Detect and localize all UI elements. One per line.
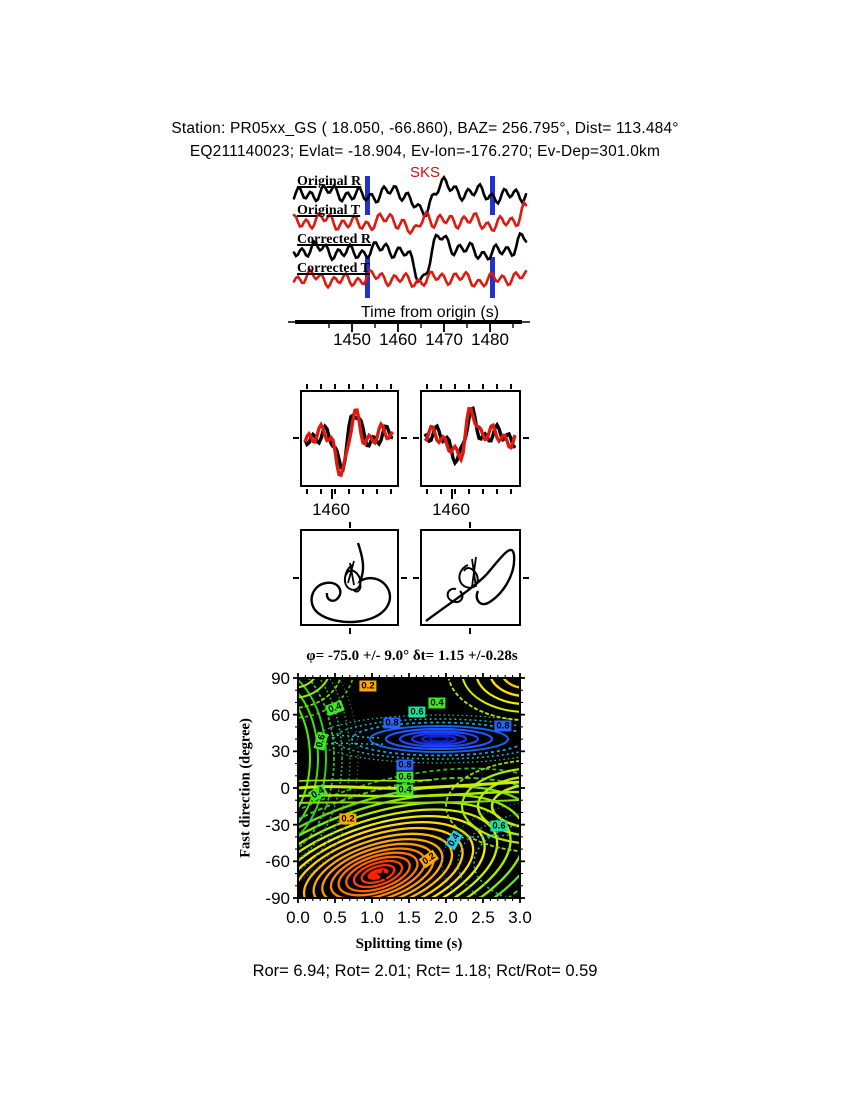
y-tick-m30: -30 <box>265 816 290 835</box>
phase-label: SKS <box>409 164 441 181</box>
waveform-pair-right-plot <box>422 392 519 485</box>
tick-mark <box>510 384 512 389</box>
x-tick-2.0: 2.0 <box>434 908 458 927</box>
station-info-line: Station: PR05xx_GS ( 18.050, -66.860), BAZ= 256.795°, Dist= 113.484° <box>171 120 679 137</box>
time-tick-1480: 1480 <box>471 330 509 349</box>
tick-mark <box>482 489 484 494</box>
tick-mark <box>362 384 364 389</box>
contour-level-label: 0.2 <box>361 680 375 692</box>
waveform-pair-panel-right <box>420 390 521 487</box>
splitting-result-title: φ= -75.0 +/- 9.0° δt= 1.15 +/-0.28s <box>306 648 518 664</box>
error-surface-plot <box>292 672 526 904</box>
tick-mark <box>390 384 392 389</box>
y-tick-60: 60 <box>271 706 290 725</box>
x-tick-0.5: 0.5 <box>323 908 347 927</box>
contour-level-label: 0.8 <box>398 759 412 771</box>
tick-mark <box>440 384 442 389</box>
tick-mark <box>413 437 419 439</box>
tick-mark <box>306 489 308 494</box>
time-tick-1450: 1450 <box>333 330 371 349</box>
tick-mark <box>376 384 378 389</box>
trace-label-original-t: Original T <box>297 203 361 218</box>
contour-level-label: 0.8 <box>496 720 510 732</box>
tick-mark <box>376 489 378 494</box>
x-tick-2.5: 2.5 <box>471 908 495 927</box>
tick-mark <box>451 489 453 499</box>
contour-level-label: 0.4 <box>445 831 463 849</box>
best-fit-star-marker: ★ <box>375 866 391 886</box>
time-tick-1470: 1470 <box>425 330 463 349</box>
particle-motion-panel-left <box>300 529 399 626</box>
tick-mark <box>306 384 308 389</box>
tick-mark <box>468 384 470 389</box>
particle-motion-panel-right <box>420 529 521 626</box>
contour-level-label: 0.6 <box>398 771 412 783</box>
tick-mark <box>293 577 299 579</box>
contour-level-label: 0.4 <box>309 784 327 802</box>
particle-motion-right-plot <box>422 531 519 624</box>
x-tick-0.0: 0.0 <box>286 908 310 927</box>
statistics-line: Ror= 6.94; Rot= 2.01; Rct= 1.18; Rct/Rot= 0.59 <box>252 962 598 980</box>
tick-mark <box>496 489 498 494</box>
y-tick-0: 0 <box>280 779 290 798</box>
y-tick-90: 90 <box>271 669 290 688</box>
tick-mark <box>331 489 333 499</box>
tick-mark <box>468 489 470 494</box>
trace-label-corrected-t: Corrected T <box>297 261 370 276</box>
x-tick-3.0: 3.0 <box>508 908 532 927</box>
particle-motion-left-plot <box>302 531 397 624</box>
contour-level-label: 0.8 <box>385 717 399 729</box>
tick-mark <box>482 384 484 389</box>
tick-mark <box>390 489 392 494</box>
tick-mark <box>426 489 428 494</box>
contour-level-label: 0.2 <box>341 813 355 825</box>
tick-mark <box>401 437 407 439</box>
tick-mark <box>334 384 336 389</box>
tick-mark <box>523 577 529 579</box>
wave-panel-right-tick-label: 1460 <box>432 500 470 519</box>
tick-mark <box>469 628 471 634</box>
x-tick-1.0: 1.0 <box>360 908 384 927</box>
tick-mark <box>413 577 419 579</box>
contour-level-label: 0.6 <box>492 820 506 832</box>
tick-mark <box>349 522 351 528</box>
time-tick-1460: 1460 <box>379 330 417 349</box>
tick-mark <box>401 577 407 579</box>
trace-label-corrected-r: Corrected R <box>297 232 371 247</box>
x-axis-label: Splitting time (s) <box>355 936 463 952</box>
tick-mark <box>293 437 299 439</box>
x-tick-1.5: 1.5 <box>397 908 421 927</box>
tick-mark <box>469 522 471 528</box>
tick-mark <box>320 489 322 494</box>
contour-level-label: 0.2 <box>420 850 438 868</box>
contour-level-label: 0.4 <box>398 784 412 796</box>
waveform-pair-panel-left <box>300 390 399 487</box>
tick-mark <box>454 384 456 389</box>
tick-mark <box>334 489 336 494</box>
y-tick-m90: -90 <box>265 889 290 908</box>
contour-level-label: 0.6 <box>313 733 329 749</box>
tick-mark <box>496 384 498 389</box>
waveform-pair-left-plot <box>302 392 397 485</box>
contour-level-label: 0.6 <box>410 706 424 718</box>
trace-label-original-r: Original R <box>297 174 362 189</box>
contour-level-label: 0.4 <box>430 697 444 709</box>
y-axis-label: Fast direction (degree) <box>237 718 254 858</box>
tick-mark <box>426 384 428 389</box>
tick-mark <box>362 489 364 494</box>
event-info-line: EQ211140023; Evlat= -18.904, Ev-lon=-176.270; Ev-Dep=301.0km <box>189 143 661 160</box>
tick-mark <box>440 489 442 494</box>
tick-mark <box>454 489 456 494</box>
tick-mark <box>349 628 351 634</box>
tick-mark <box>523 437 529 439</box>
y-tick-m60: -60 <box>265 852 290 871</box>
tick-mark <box>348 489 350 494</box>
wave-panel-left-tick-label: 1460 <box>312 500 350 519</box>
time-axis-label: Time from origin (s) <box>360 304 500 321</box>
y-tick-30: 30 <box>271 742 290 761</box>
tick-mark <box>510 489 512 494</box>
tick-mark <box>320 384 322 389</box>
tick-mark <box>348 384 350 389</box>
contour-level-label: 0.4 <box>326 700 344 716</box>
